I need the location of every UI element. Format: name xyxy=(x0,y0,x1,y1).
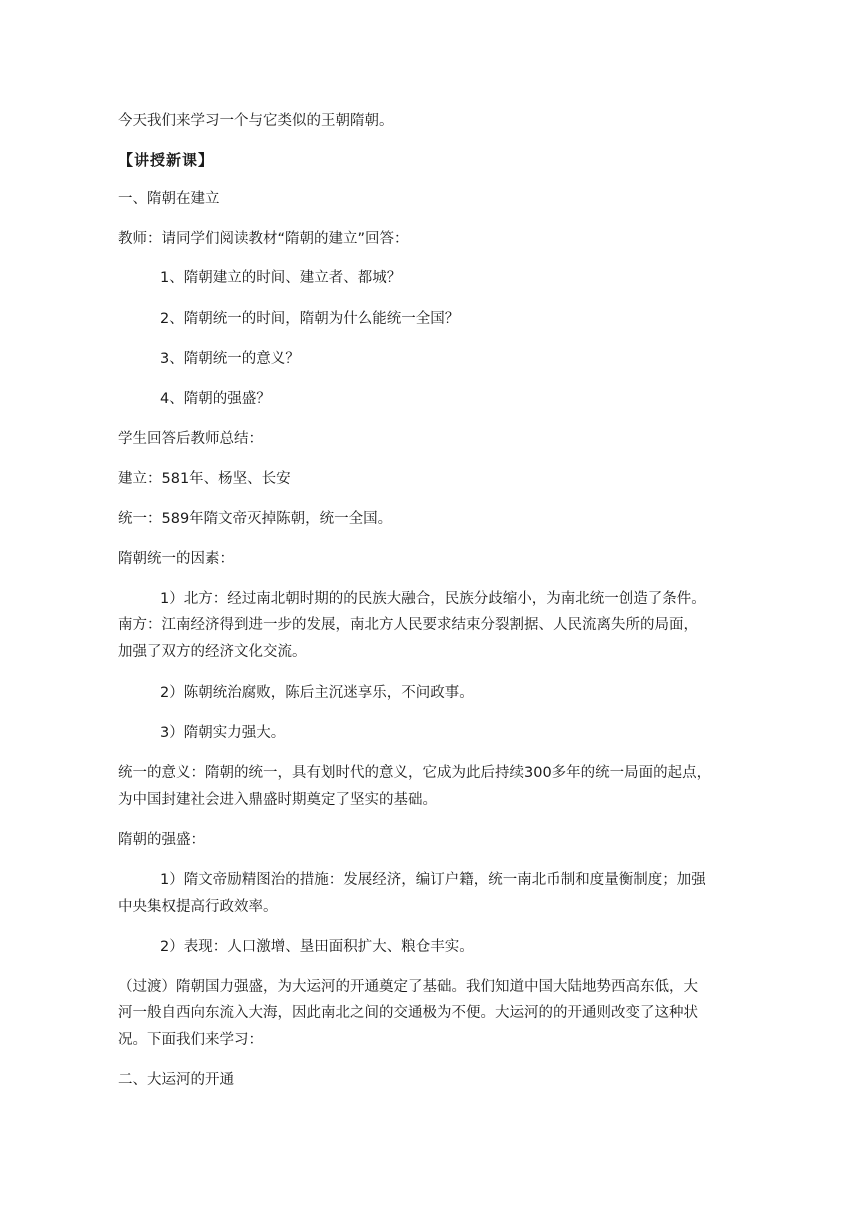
prosperity-manifestation: 2）表现：人口激增、垦田面积扩大、粮仓丰实。 xyxy=(160,939,474,955)
question-item: 4、隋朝的强盛？ xyxy=(160,391,271,407)
founding-summary: 建立：581年、杨坚、长安 xyxy=(118,471,291,487)
prosperity-measure-line: 中央集权提高行政效率。 xyxy=(118,899,278,915)
transition-line: 况。下面我们来学习： xyxy=(118,1032,263,1048)
question-item: 1、隋朝建立的时间、建立者、都城？ xyxy=(160,270,402,286)
significance-line: 统一的意义：隋朝的统一，具有划时代的意义，它成为此后持续300多年的统一局面的起点， xyxy=(118,765,712,781)
prosperity-title: 隋朝的强盛： xyxy=(118,832,205,848)
section-heading: 【讲授新课】 xyxy=(118,151,215,169)
intro-text: 今天我们来学习一个与它类似的王朝隋朝。 xyxy=(118,113,394,129)
factor-1-line: 加强了双方的经济文化交流。 xyxy=(118,644,307,660)
part1-title: 一、隋朝在建立 xyxy=(118,191,220,207)
question-item: 3、隋朝统一的意义？ xyxy=(160,351,300,367)
summary-lead: 学生回答后教师总结： xyxy=(118,431,263,447)
question-item: 2、隋朝统一的时间，隋朝为什么能统一全国？ xyxy=(160,311,460,327)
factor-3: 3）隋朝实力强大。 xyxy=(160,725,286,741)
factor-2: 2）陈朝统治腐败，陈后主沉迷享乐，不问政事。 xyxy=(160,685,474,701)
part2-title: 二、大运河的开通 xyxy=(118,1072,234,1088)
transition-line: 河一般自西向东流入大海，因此南北之间的交通极为不便。大运河的的开通则改变了这种状 xyxy=(118,1005,698,1021)
significance-line: 为中国封建社会进入鼎盛时期奠定了坚实的基础。 xyxy=(118,792,437,808)
factors-title: 隋朝统一的因素： xyxy=(118,551,234,567)
factor-1-line: 1）北方：经过南北朝时期的的民族大融合，民族分歧缩小，为南北统一创造了条件。 xyxy=(160,591,706,607)
factor-1-line: 南方：江南经济得到进一步的发展，南北方人民要求结束分裂割据、人民流离失所的局面， xyxy=(118,617,698,633)
unification-summary: 统一：589年隋文帝灭掉陈朝，统一全国。 xyxy=(118,511,393,527)
prosperity-measure-line: 1）隋文帝励精图治的措施：发展经济，编订户籍，统一南北币制和度量衡制度；加强 xyxy=(160,872,706,888)
teacher-prompt: 教师：请同学们阅读教材“隋朝的建立”回答： xyxy=(118,231,409,247)
transition-line: （过渡）隋朝国力强盛，为大运河的开通奠定了基础。我们知道中国大陆地势西高东低，大 xyxy=(118,979,698,995)
